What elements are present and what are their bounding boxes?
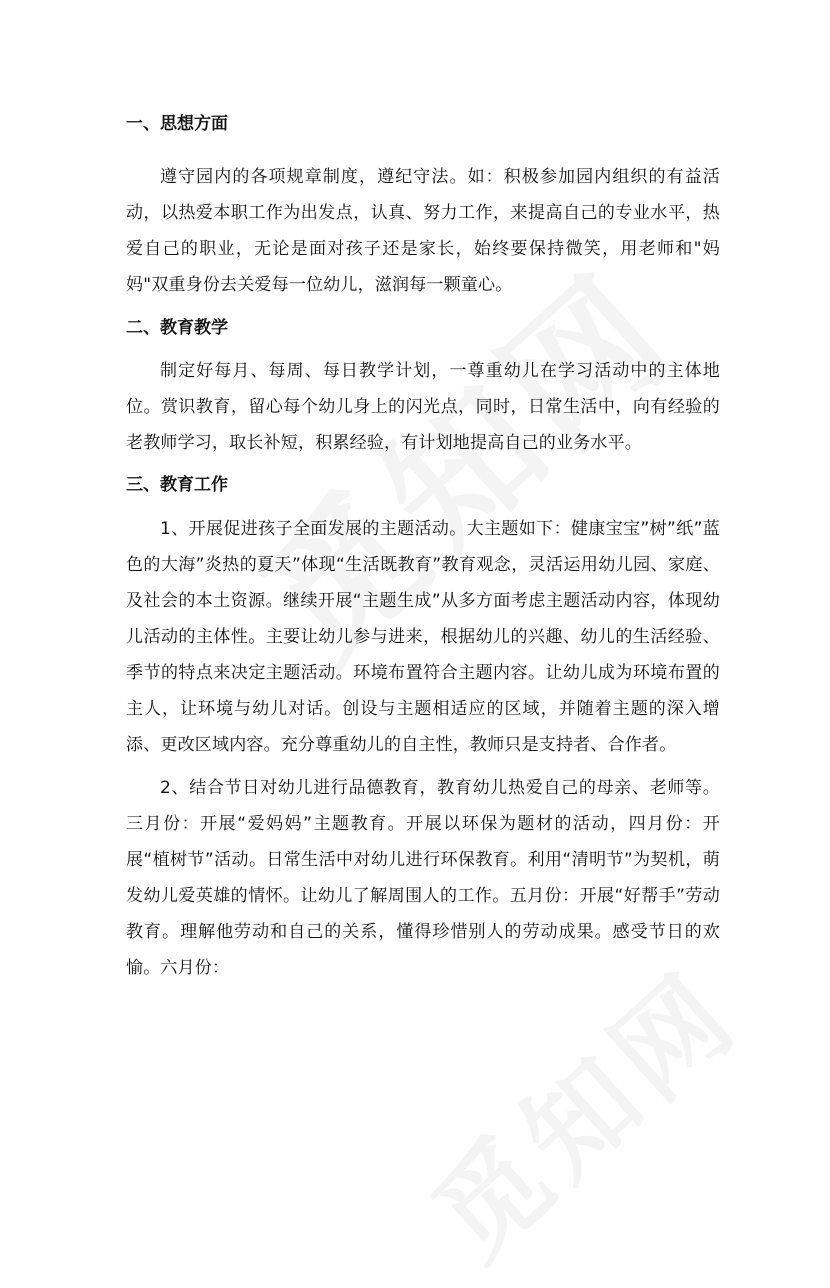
paragraph: 1、开展促进孩子全面发展的主题活动。大主题如下：健康宝宝”树”纸”蓝色的大海”炎热的夏天”体现“生活既教育”教育观念，灵活运用幼儿园、家庭、及社会的本土资源。继续开展“主题生成”从多方面考虑主题活动内容，体现幼儿活动的主体性。主要让幼儿参与进来，根据幼儿的兴趣、幼儿的生活经验、季节的特点来决定主题活动。环境布置符合主题内容。让幼儿成为环境布置的主人，让环境与幼儿对话。创设与主题相适应的区域，并随着主题的深入增添、更改区域内容。充分尊重幼儿的自主性，教师只是支持者、合作者。 (126, 519, 720, 755)
section-heading: 二、教育教学 (126, 318, 228, 338)
section-heading: 三、教育工作 (126, 475, 228, 495)
paragraph: 2、结合节日对幼儿进行品德教育，教育幼儿热爱自己的母亲、老师等。三月份：开展“爱妈妈”主题教育。开展以环保为题材的活动，四月份：开展“植树节”活动。日常生活中对幼儿进行环保教育。利用“清明节”为契机，萌发幼儿爱英雄的情怀。让幼儿了解周围人的工作。五月份：开展“好帮手”劳动教育。理解他劳动和自己的关系，懂得珍惜别人的劳动成果。感受节日的欢愉。六月份： (126, 778, 720, 978)
paragraph: 制定好每月、每周、每日教学计划，一尊重幼儿在学习活动中的主体地位。赏识教育，留心每个幼儿身上的闪光点，同时，日常生活中，向有经验的老教师学习，取长补短，积累经验，有计划地提高自己的业务水平。 (126, 361, 720, 453)
document-body (126, 106, 720, 986)
section-heading: 一、思想方面 (126, 114, 228, 134)
paragraph: 遵守园内的各项规章制度，遵纪守法。如：积极参加园内组织的有益活动，以热爱本职工作为出发点，认真、努力工作，来提高自己的专业水平，热爱自己的职业，无论是面对孩子还是家长，始终要保持微笑，用老师和"妈妈"双重身份去关爱每一位幼儿，滋润每一颗童心。 (126, 167, 720, 295)
